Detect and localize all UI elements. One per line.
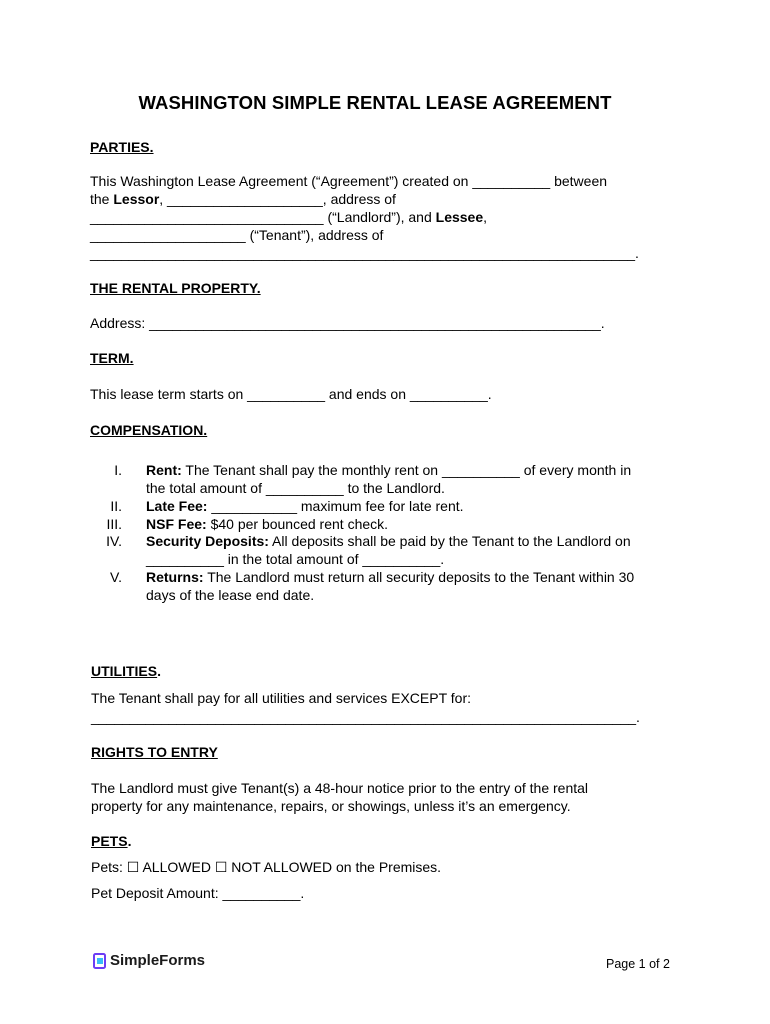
page-number: Page 1 of 2 [606,957,670,971]
returns-text: The Landlord must return all security deposits to the Tenant within 30 [203,569,635,585]
rent-text: The Tenant shall pay the monthly rent on __________ of every month in [181,462,632,478]
term-heading: TERM. [90,350,134,366]
parties-heading: PARTIES. [90,139,154,155]
pets-heading: PETS [91,833,128,849]
entry-line-1: The Landlord must give Tenant(s) a 48-hour notice prior to the entry of the rental [91,780,589,796]
simpleforms-logo-icon [93,953,107,969]
parties-line-3 [90,209,487,225]
pet-deposit-line: Pet Deposit Amount: __________. [91,885,305,901]
security-deposits-label: Security Deposits: [146,533,269,549]
brand-name: SimpleForms [110,952,206,969]
list-number: III. [106,516,122,532]
heading-period: . [127,833,132,849]
parties-text: , [483,209,488,225]
nsf-fee-label: NSF Fee: [146,516,207,532]
heading-period: . [157,663,162,679]
returns-cont: days of the lease end date. [146,587,315,603]
list-number: I. [114,462,122,478]
late-fee-label: Late Fee: [146,498,208,514]
rent-label: Rent: [146,462,182,478]
late-fee-text: ___________ maximum fee for late rent. [207,498,464,514]
property-address-field: Address: __________________________________________________________. [90,315,605,331]
list-number: II. [110,498,122,514]
lessor-label: Lessor [113,191,160,207]
utilities-heading-line [91,663,161,679]
nsf-fee-item [146,516,388,532]
parties-line-4: ____________________ (“Tenant”), address of [90,227,384,243]
list-number: V. [110,569,122,585]
lessee-label: Lessee [435,209,484,225]
rent-item-cont: the total amount of __________ to the Landlord. [146,480,445,496]
parties-text: , ____________________, address of [159,191,396,207]
returns-label: Returns: [146,569,204,585]
list-number: IV. [106,533,122,549]
compensation-heading: COMPENSATION. [90,422,208,438]
utilities-blank: ______________________________________________________________________. [91,709,640,725]
entry-line-2: property for any maintenance, repairs, or showings, unless it’s an emergency. [91,798,571,814]
document-title: WASHINGTON SIMPLE RENTAL LEASE AGREEMENT [138,92,612,113]
pets-allowed-line: Pets: ☐ ALLOWED ☐ NOT ALLOWED on the Premises. [91,859,442,875]
parties-line-1: This Washington Lease Agreement (“Agreement”) created on __________ between [90,173,608,189]
security-deposits-text: All deposits shall be paid by the Tenant to the Landlord on [268,533,631,549]
term-text: This lease term starts on __________ and ends on __________. [90,386,492,402]
rental-property-heading: THE RENTAL PROPERTY. [90,280,261,296]
rights-to-entry-heading: RIGHTS TO ENTRY [91,744,218,760]
rent-item [146,462,631,478]
pets-heading-line [91,833,131,849]
utilities-text: The Tenant shall pay for all utilities and services EXCEPT for: [91,690,471,706]
parties-text: ______________________________ (“Landlord”), and [90,209,436,225]
utilities-heading: UTILITIES [91,663,158,679]
security-deposits-cont: __________ in the total amount of __________. [146,551,445,567]
parties-line-5: ______________________________________________________________________. [90,245,639,261]
late-fee-item [146,498,464,514]
parties-line-2 [90,191,396,207]
parties-text: the [90,191,114,207]
simpleforms-logo [93,952,205,969]
nsf-fee-text: $40 per bounced rent check. [206,516,389,532]
returns-item [146,569,634,585]
security-deposits-item [146,533,631,549]
